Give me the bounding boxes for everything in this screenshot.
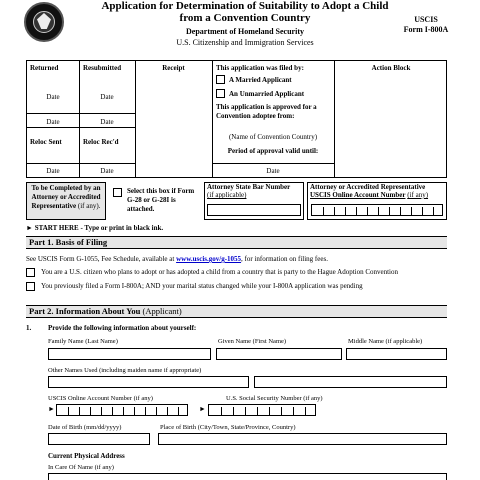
middle-name-label: Middle Name (if applicable) bbox=[348, 338, 423, 345]
bar-number-input[interactable] bbox=[207, 204, 301, 216]
divider bbox=[135, 61, 136, 177]
form-id bbox=[396, 15, 456, 35]
department-name: Department of Homeland Security bbox=[186, 27, 304, 36]
address-heading: Current Physical Address bbox=[48, 452, 125, 460]
unmarried-checkbox[interactable] bbox=[216, 89, 225, 98]
family-name-input[interactable] bbox=[48, 348, 211, 360]
date-label: Date bbox=[100, 167, 114, 175]
ssn-input[interactable] bbox=[208, 404, 316, 416]
returned-label: Returned bbox=[30, 64, 59, 72]
date-label: Date bbox=[46, 167, 60, 175]
office-use-box bbox=[26, 60, 447, 178]
resubmitted-label: Resubmitted bbox=[83, 64, 122, 72]
date-label: Date bbox=[266, 167, 280, 175]
pob-label: Place of Birth (City/Town, State/Province, Country) bbox=[160, 424, 296, 431]
attorney-completed-by-text: To be Completed by an Attorney or Accredited Representative bbox=[31, 184, 101, 210]
account-label-2: USCIS Online Account Number bbox=[310, 191, 406, 199]
online-account-input[interactable] bbox=[56, 404, 188, 416]
other-names-input-2[interactable] bbox=[254, 376, 447, 388]
approval-period-label: Period of approval valid until: bbox=[227, 147, 319, 155]
form-title: Application for Determination of Suitability to Adopt a Child from a Convention Country bbox=[101, 0, 389, 24]
account-number-box bbox=[307, 182, 447, 220]
start-here-text: START HERE - Type or print in black ink. bbox=[34, 224, 164, 232]
account-number-input[interactable] bbox=[311, 204, 443, 216]
fee-schedule-link[interactable]: www.uscis.gov/g-1055 bbox=[176, 255, 242, 263]
agency-name: U.S. Citizenship and Immigration Services bbox=[176, 38, 314, 47]
married-label: A Married Applicant bbox=[229, 76, 292, 84]
divider bbox=[212, 61, 213, 177]
unmarried-label: An Unmarried Applicant bbox=[229, 90, 305, 98]
g28-label: Select this box if Form G-28 or G-28I is attached. bbox=[127, 187, 195, 213]
basis-option1-checkbox[interactable] bbox=[26, 268, 35, 277]
account-if-any: (if any) bbox=[407, 191, 429, 199]
dhs-seal bbox=[24, 2, 64, 42]
bar-number-box bbox=[204, 182, 304, 220]
part2-header bbox=[26, 305, 447, 318]
filed-by-label: This application was filed by: bbox=[216, 64, 304, 72]
other-names-input-1[interactable] bbox=[48, 376, 249, 388]
date-label: Date bbox=[100, 93, 114, 101]
middle-name-input[interactable] bbox=[346, 348, 447, 360]
date-label: Date bbox=[100, 118, 114, 126]
dob-input[interactable] bbox=[48, 433, 150, 445]
divider bbox=[212, 163, 334, 164]
bar-number-label: Attorney State Bar Number bbox=[207, 183, 291, 191]
reloc-recd-label: Reloc Rec'd bbox=[83, 138, 119, 146]
fee-note-pre: See USCIS Form G-1055, Fee Schedule, available at bbox=[26, 255, 177, 263]
basis-option2-label: You previously filed a Form I-800A; AND your marital status changed while your I-800A application was pending bbox=[41, 282, 363, 290]
arrow-right-icon: ► bbox=[199, 405, 206, 413]
item-number: 1. bbox=[26, 324, 32, 332]
g28-checkbox[interactable] bbox=[113, 188, 122, 197]
in-care-of-input[interactable] bbox=[48, 473, 447, 480]
divider bbox=[27, 127, 135, 128]
item-instruction: Provide the following information about yourself: bbox=[48, 324, 197, 332]
divider bbox=[334, 61, 335, 177]
receipt-label: Receipt bbox=[162, 64, 185, 72]
part2-title: Part 2. Information About You bbox=[29, 306, 141, 316]
other-names-label: Other Names Used (including maiden name if appropriate) bbox=[48, 367, 202, 374]
attorney-completed-by bbox=[26, 182, 106, 220]
date-label: Date bbox=[46, 118, 60, 126]
fee-note-post: , for information on filing fees. bbox=[241, 255, 328, 263]
form-agency: USCIS bbox=[414, 15, 438, 24]
given-name-label: Given Name (First Name) bbox=[218, 338, 287, 345]
approved-for-label: This application is approved for a Convention adoptee from: bbox=[216, 103, 317, 120]
basis-option1-label: You are a U.S. citizen who plans to adopt or has adopted a child from a country that is party to the Hague Adoption Convention bbox=[41, 268, 398, 276]
pob-input[interactable] bbox=[158, 433, 447, 445]
arrow-right-icon: ► bbox=[48, 405, 55, 413]
divider bbox=[27, 113, 135, 114]
reloc-sent-label: Reloc Sent bbox=[30, 138, 62, 146]
account-label: Attorney or Accredited Representative bbox=[310, 183, 426, 191]
arrow-right-icon: ► bbox=[26, 224, 33, 232]
basis-option2-checkbox[interactable] bbox=[26, 282, 35, 291]
in-care-of-label: In Care Of Name (if any) bbox=[48, 464, 114, 471]
action-block-label: Action Block bbox=[371, 64, 411, 72]
given-name-input[interactable] bbox=[216, 348, 342, 360]
dob-label: Date of Birth (mm/dd/yyyy) bbox=[48, 424, 122, 431]
bar-number-hint: (if applicable) bbox=[207, 191, 247, 199]
family-name-label: Family Name (Last Name) bbox=[48, 338, 118, 345]
online-account-label: USCIS Online Account Number (if any) bbox=[48, 395, 153, 402]
divider bbox=[27, 163, 135, 164]
fee-note bbox=[26, 255, 328, 263]
part2-title-suffix: (Applicant) bbox=[142, 306, 182, 316]
married-checkbox[interactable] bbox=[216, 75, 225, 84]
date-label: Date bbox=[46, 93, 60, 101]
form-number: Form I-800A bbox=[403, 25, 449, 34]
ssn-label: U.S. Social Security Number (if any) bbox=[226, 395, 323, 402]
country-name-label: (Name of Convention Country) bbox=[228, 133, 318, 141]
part1-header: Part 1. Basis of Filing bbox=[26, 236, 447, 249]
attorney-if-any: (if any). bbox=[77, 202, 101, 210]
